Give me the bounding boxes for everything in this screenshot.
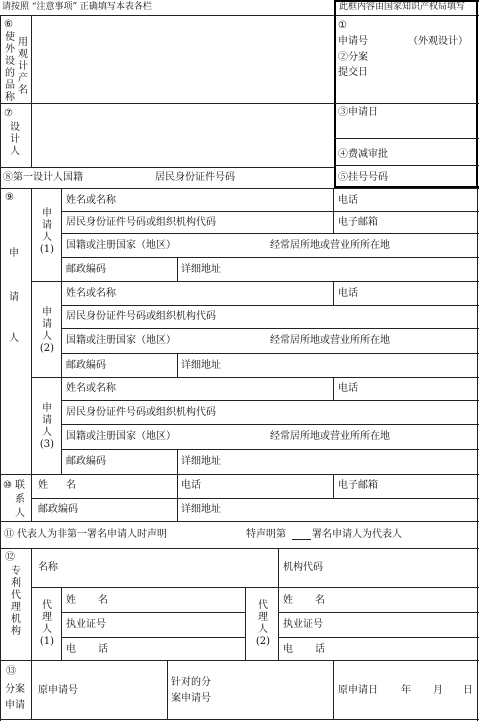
designer-field[interactable]	[32, 104, 333, 166]
original-filing-date-label[interactable]: 原申请日	[338, 685, 378, 696]
field-6-label: 使 外 设 的 品 称	[5, 32, 15, 103]
field-7-number: ⑦	[4, 108, 13, 119]
agency-label: 专 利 代 理 机 构	[11, 566, 21, 637]
agent-2-name-label-2[interactable]: 名	[315, 595, 325, 606]
field-10-number: ⑩	[3, 480, 12, 491]
applicant-2-phone[interactable]: 电话	[338, 288, 358, 299]
applicant-2-country[interactable]: 国籍或注册国家（地区）	[66, 335, 176, 346]
representative-statement-pre: 特声明第	[246, 529, 286, 540]
applicant-section-label-3: 人	[9, 333, 19, 344]
applicant-1-id-code[interactable]: 居民身份证件号码或组织机构代码	[66, 217, 216, 228]
applicant-section-label-1: 申	[9, 248, 19, 259]
applicant-3-label: 申 请 人 (3)	[39, 403, 55, 450]
divisional-label-1: 分案	[5, 684, 25, 695]
agent-2-label: 代 理 人 (2)	[255, 600, 271, 647]
applicant-2-name[interactable]: 姓名或名称	[66, 288, 116, 299]
office-app-no-number: ①	[338, 20, 347, 31]
applicant-1-phone[interactable]: 电话	[338, 195, 358, 206]
field-13-number: ⑬	[6, 666, 16, 677]
field-11-number: ⑪	[4, 529, 14, 540]
office-fee-approval: ④费减审批	[338, 149, 388, 160]
applicant-3-id-code[interactable]: 居民身份证件号码或组织机构代码	[66, 407, 216, 418]
representative-blank[interactable]	[292, 539, 311, 540]
office-registered-no: ⑤挂号号码	[338, 172, 388, 183]
applicant-1-postcode[interactable]: 邮政编码	[66, 264, 106, 275]
agent-2-phone-label-2[interactable]: 话	[315, 644, 325, 655]
applicant-3-residence[interactable]: 经常居所地或营业所所在地	[270, 431, 390, 442]
office-app-no-note: （外观设计）	[408, 36, 468, 47]
agent-2-cert-label[interactable]: 执业证号	[283, 619, 323, 630]
applicant-2-address[interactable]: 详细地址	[181, 360, 221, 371]
agent-2-phone-label-1[interactable]: 电	[283, 644, 293, 655]
applicant-3-country[interactable]: 国籍或注册国家（地区）	[66, 431, 176, 442]
divisional-label-2: 申请	[5, 700, 25, 711]
contact-label-2: 系	[15, 494, 25, 505]
applicant-2-residence[interactable]: 经常居所地或营业所所在地	[270, 335, 390, 346]
contact-postcode-label[interactable]: 邮政编码	[38, 504, 78, 515]
office-app-no-label: 申请号	[338, 36, 368, 47]
field-12-number: ⑫	[5, 552, 15, 563]
designer-id-label: 居民身份证件号码	[155, 172, 235, 183]
applicant-3-address[interactable]: 详细地址	[181, 456, 221, 467]
day-label: 日	[463, 685, 473, 696]
applicant-3-postcode[interactable]: 邮政编码	[66, 456, 106, 467]
original-app-no-label[interactable]: 原申请号	[38, 685, 78, 696]
contact-phone-label[interactable]: 电话	[181, 480, 201, 491]
field-6-number: ⑥	[4, 19, 13, 30]
applicant-1-name[interactable]: 姓名或名称	[66, 195, 116, 206]
applicant-2-label: 申 请 人 (2)	[39, 307, 55, 354]
contact-email-label[interactable]: 电子邮箱	[338, 480, 378, 491]
agent-1-cert-label[interactable]: 执业证号	[66, 619, 106, 630]
agency-name-label[interactable]: 名称	[38, 562, 58, 573]
product-name-field[interactable]	[32, 16, 333, 102]
applicant-1-address[interactable]: 详细地址	[181, 264, 221, 275]
contact-label-3: 人	[15, 508, 25, 519]
field-6-label-col2: 用 观 计 产 名	[18, 37, 28, 96]
applicant-2-id-code[interactable]: 居民身份证件号码或组织机构代码	[66, 311, 216, 322]
agent-1-label: 代 理 人 (1)	[39, 600, 55, 647]
applicant-1-residence[interactable]: 经常居所地或营业所所在地	[270, 240, 390, 251]
agent-1-phone-label-1[interactable]: 电	[66, 644, 76, 655]
agent-1-name-label-2[interactable]: 名	[98, 595, 108, 606]
representative-label: 代表人为非第一署名申请人时声明	[17, 529, 167, 540]
office-div-date-label-2: 提交日	[338, 67, 368, 78]
applicant-1-label: 申 请 人 (1)	[39, 208, 55, 255]
agent-1-name-label-1[interactable]: 姓	[66, 595, 76, 606]
field-9-number: ⑨	[5, 192, 14, 203]
applicant-3-name[interactable]: 姓名或名称	[66, 383, 116, 394]
contact-address-label[interactable]: 详细地址	[181, 504, 221, 515]
applicant-section-label-2: 请	[9, 292, 19, 303]
applicant-1-email[interactable]: 电子邮箱	[338, 217, 378, 228]
agency-org-code-label[interactable]: 机构代码	[283, 562, 323, 573]
applicant-3-phone[interactable]: 电话	[338, 383, 358, 394]
office-note: 此框内容由国家知识产权局填写	[339, 2, 466, 12]
designer-label: 设 计 人	[10, 122, 20, 157]
month-label: 月	[433, 685, 443, 696]
first-designer-nationality-label: ⑧第一设计人国籍	[3, 172, 83, 183]
form-instruction: 请按照 “注意事项” 正确填写本表各栏	[2, 2, 152, 12]
office-filing-date: ③申请日	[338, 107, 378, 118]
year-label: 年	[401, 685, 411, 696]
contact-label-1: 联	[15, 480, 25, 491]
target-app-no-label-2[interactable]: 案申请号	[171, 693, 211, 704]
contact-name-label-2[interactable]: 名	[66, 480, 76, 491]
agent-1-phone-label-2[interactable]: 话	[98, 644, 108, 655]
office-div-date-label: ②分案	[338, 52, 368, 63]
agent-2-name-label-1[interactable]: 姓	[283, 595, 293, 606]
representative-statement-post: 署名申请人为代表人	[312, 529, 402, 540]
target-app-no-label-1[interactable]: 针对的分	[171, 677, 211, 688]
applicant-1-country[interactable]: 国籍或注册国家（地区）	[66, 240, 176, 251]
applicant-2-postcode[interactable]: 邮政编码	[66, 360, 106, 371]
contact-name-label-1[interactable]: 姓	[38, 480, 48, 491]
